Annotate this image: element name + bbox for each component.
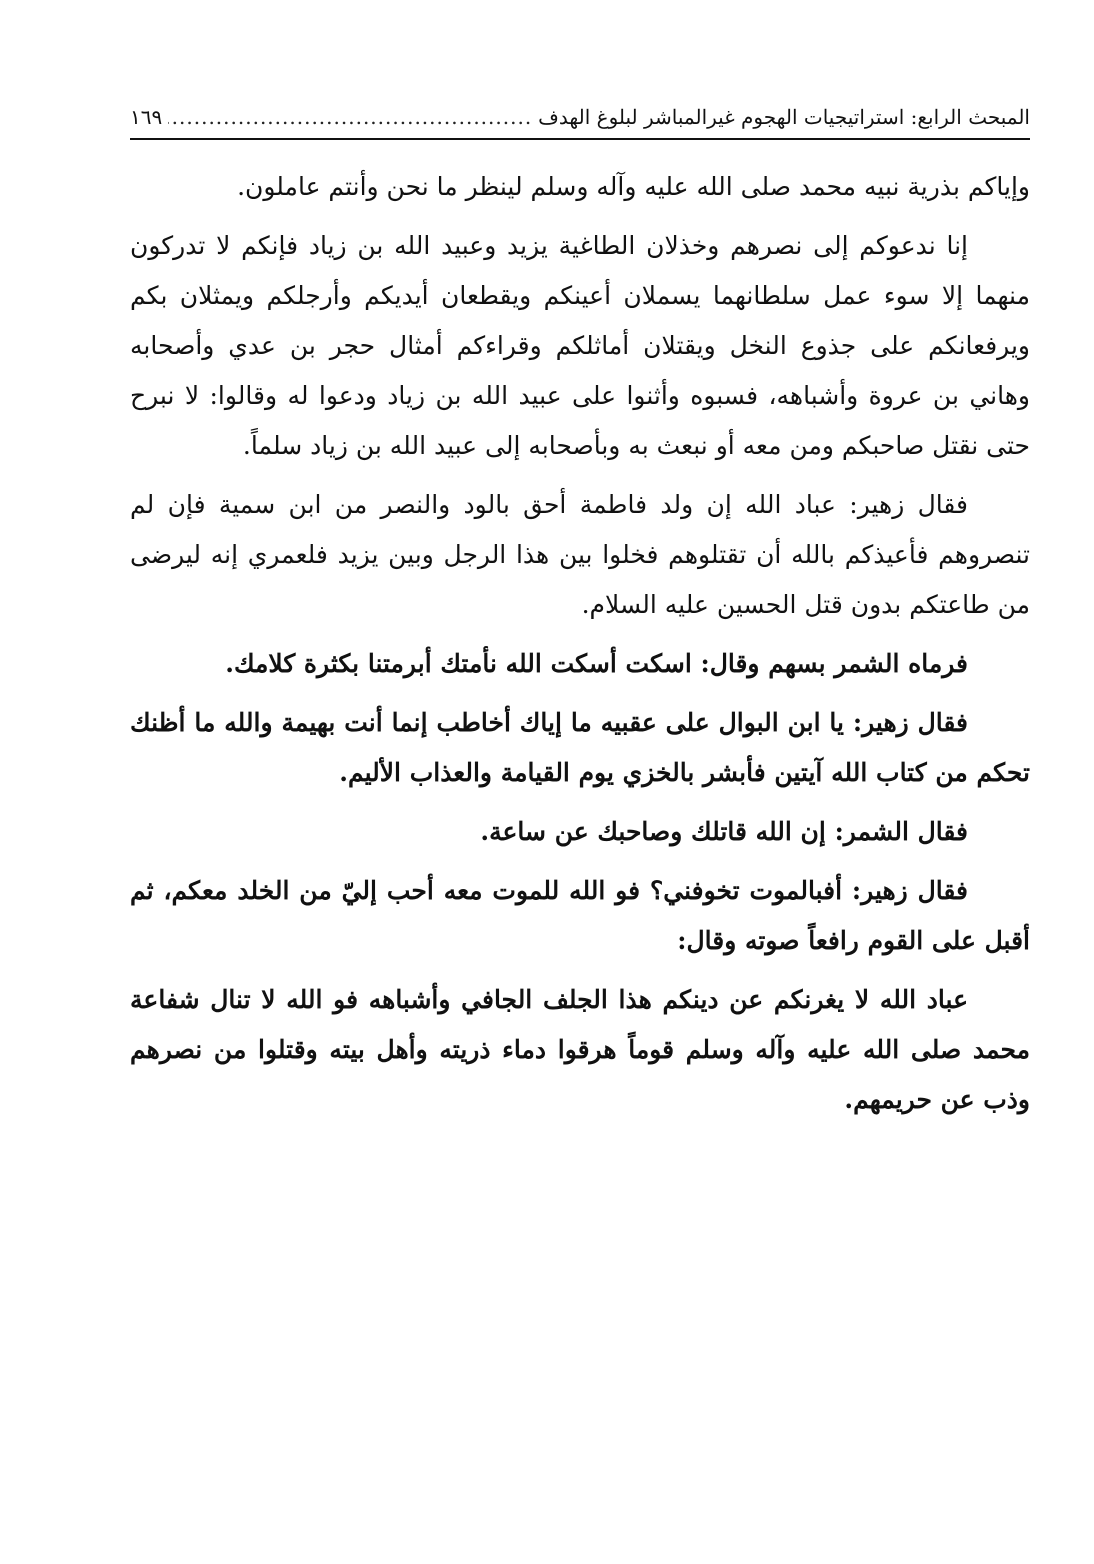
paragraph: فرماه الشمر بسهم وقال: اسكت أسكت الله نأمتك أبرمتنا بكثرة كلامك. [225,649,968,678]
paragraph: فقال زهير: عباد الله إن ولد فاطمة أحق بالود والنصر من ابن سمية فإن لم تنصروهم فأعيذكم بالله أن تقتلوهم فخلوا بين هذا الرجل وبين يزيد فلعمري إنه ليرضى من طاعتكم بدون قتل الحسين عليه السلام. [130,490,1030,619]
header-rule [130,138,1030,140]
paragraph: فقال الشمر: إن الله قاتلك وصاحبك عن ساعة. [480,817,968,846]
running-header [130,100,1030,134]
paragraph: إنا ندعوكم إلى نصرهم وخذلان الطاغية يزيد وعبيد الله بن زياد فإنكم لا تدركون منهما إلا سوء عمل سلطانهما يسملان أعينكم ويقطعان أيديكم وأرجلكم ويمثلان بكم ويرفعانكم على جذوع النخل ويقتلان أماثلكم وقراءكم أمثال حجر بن عدي وأصحابه وهاني بن عروة وأشباهه، فسبوه وأثنوا على عبيد الله بن زياد ودعوا له وقالوا: لا نبرح حتى نقتل صاحبكم ومن معه أو نبعث به وبأصحابه إلى عبيد الله بن زياد سلماً. [130,231,1030,460]
paragraph: فقال زهير: أفبالموت تخوفني؟ فو الله للموت معه أحب إليّ من الخلد معكم، ثم أقبل على القوم رافعاً صوته وقال: [130,876,1030,955]
book-page [130,100,1030,1520]
page-number: ١٦٩ [130,105,163,129]
paragraph: فقال زهير: يا ابن البوال على عقبيه ما إياك أخاطب إنما أنت بهيمة والله ما أظنك تحكم من كتاب الله آيتين فأبشر بالخزي يوم القيامة والعذاب الأليم. [130,708,1030,787]
body-text [130,162,1030,1125]
header-dot-leader [168,100,532,134]
paragraph: وإياكم بذرية نبيه محمد صلى الله عليه وآله وسلم لينظر ما نحن وأنتم عاملون. [237,172,1030,201]
header-title: المبحث الرابع: استراتيجيات الهجوم غيرالمباشر لبلوغ الهدف [538,105,1030,129]
paragraph: عباد الله لا يغرنكم عن دينكم هذا الجلف الجافي وأشباهه فو الله لا تنال شفاعة محمد صلى الله عليه وآله وسلم قوماً هرقوا دماء ذريته وأهل بيته وقتلوا من نصرهم وذب عن حريمهم. [130,985,1030,1114]
